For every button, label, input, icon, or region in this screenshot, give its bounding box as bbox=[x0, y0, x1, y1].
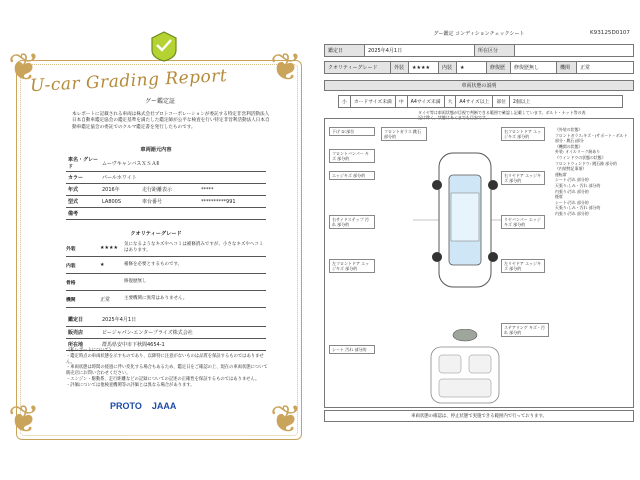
certificate-label: グー鑑定証 bbox=[144, 98, 175, 105]
table-row bbox=[66, 314, 266, 326]
note-item: ・評価については他検査機関等の評価とは異なる場合があります。 bbox=[66, 382, 195, 388]
quality-key: 骨格 bbox=[66, 280, 76, 286]
note-line: 天張り:しみ・汚れ 部分的 bbox=[555, 182, 601, 188]
report-notes bbox=[66, 348, 271, 389]
condition-header: 車両状態の説明 bbox=[461, 83, 497, 89]
quality-stars: 正常 bbox=[100, 296, 111, 303]
report-title: U-car Grading Report bbox=[29, 65, 228, 97]
vehicle-condition-diagram bbox=[324, 118, 634, 408]
damage-box: フロントバンパー キズ 部分的 bbox=[329, 149, 375, 163]
note-line: 運転席 bbox=[555, 171, 567, 177]
legend-item: 中 bbox=[396, 96, 408, 107]
car-interior-diagram-icon bbox=[417, 329, 513, 405]
table-row bbox=[66, 257, 266, 274]
note-line: 後席 bbox=[555, 194, 563, 200]
grade-key: 修復歴 bbox=[487, 62, 511, 73]
quality-key: 機関 bbox=[66, 297, 76, 303]
condition-check-sheet bbox=[318, 0, 640, 480]
footer-note: 車両状態の確認は、停止状態で実施できる範囲内で行っております。 bbox=[324, 410, 634, 422]
shop-key: 所在地 bbox=[66, 338, 100, 350]
quality-key: 外装 bbox=[66, 246, 76, 252]
proto-logo: PROTO bbox=[110, 401, 142, 411]
note-item: ・鑑定時点の車両状態を示すものであり、以降特に注意がないものは品質を保証するものではありません。 bbox=[66, 353, 264, 365]
vehicle-key: 走行距離表示 bbox=[140, 184, 199, 196]
grade-key: 外装 bbox=[391, 62, 409, 73]
grade-value: 修復歴無し bbox=[511, 62, 557, 73]
legend-item: 小 bbox=[339, 96, 351, 107]
vehicle-key: 車台番号 bbox=[140, 196, 199, 208]
damage-box: エッジキズ 部分的 bbox=[329, 171, 375, 180]
note-line: シート:汚れ 部分的 bbox=[555, 177, 589, 183]
table-row bbox=[66, 291, 266, 308]
note-line: 《内装特記事項》 bbox=[555, 166, 587, 172]
vehicle-key: 車名・グレード bbox=[68, 157, 99, 170]
vehicle-key: 年式 bbox=[66, 184, 100, 196]
note-line: シート:汚れ 部分的 bbox=[555, 199, 589, 205]
legend-item: カードサイズ未満 bbox=[351, 96, 396, 107]
sheet-title: グー鑑定 コンディションチェックシート bbox=[433, 31, 525, 37]
vehicle-section-title: 車両語元内容 bbox=[140, 147, 172, 153]
intro-text: 本レポートに記載される車両は株式会社プロトコーポレーションが委託する特定非営利活動法人日本自動車鑑定協会の鑑定基準を満たした鑑定師が公平な検査を行い特定非営利活動法人日本自動車鑑定協会の委託でのクルマ鑑定書を発行したものです。 bbox=[72, 112, 270, 130]
note-line: 天張り:しみ・汚れ 部分的 bbox=[555, 205, 601, 211]
quality-description: 気になるようなキズやヘコミは補修済みですが、小さなキズやヘコミはあります。 bbox=[124, 242, 264, 253]
note-line: 《機関の状態》 bbox=[555, 143, 583, 149]
goo-appraisal-badge-icon bbox=[148, 30, 180, 62]
quality-section-title: クオリティーグレード bbox=[130, 231, 182, 237]
vehicle-value: ムーヴキャンバスＸＳＡⅡ bbox=[100, 155, 266, 172]
grade-key: 機関 bbox=[557, 62, 577, 73]
table-row bbox=[66, 172, 266, 184]
note-line: 内張り:汚れ 部分的 bbox=[555, 188, 589, 194]
quality-grade-row bbox=[324, 61, 634, 74]
row-value: 2025年4月1日 bbox=[365, 45, 475, 56]
damage-box: 下げ ①:部位 bbox=[329, 127, 375, 136]
condition-header-row bbox=[324, 80, 634, 91]
flourish-bottom-left: ❦ bbox=[8, 397, 40, 441]
sheet-code: K93125D0107 bbox=[589, 30, 630, 36]
table-row bbox=[66, 326, 266, 338]
damage-box: 右フロントドア エッジキズ 部分的 bbox=[501, 127, 545, 141]
damage-box: 右サイドステップ 汚れ 部分的 bbox=[329, 215, 375, 229]
shop-value: ビージャパン-エンタープライズ株式会社 bbox=[100, 326, 266, 338]
grade-value: 正常 bbox=[580, 65, 591, 71]
shop-key: 販売店 bbox=[66, 326, 100, 338]
warning-text: タイヤ等は車両状態が目視で判断できる範囲で確認し記載しています。ボルト・ナット等の表記は除く。状態はあくまでも目安です。 bbox=[418, 110, 586, 120]
row-key: 所在区分 bbox=[475, 45, 515, 56]
quality-description: 修復歴無し bbox=[124, 279, 147, 285]
note-line: 内張り:汚れ 部分的 bbox=[555, 210, 589, 216]
logos bbox=[110, 398, 230, 414]
quality-description: 補修を必要とするものです。 bbox=[124, 262, 183, 268]
grade-value: ★ bbox=[457, 62, 487, 73]
vehicle-value: LA800S bbox=[100, 196, 140, 208]
damage-box: シート 汚れ 部分的 bbox=[329, 345, 375, 354]
damage-box: 左リヤドア エッジキズ 部分的 bbox=[501, 259, 545, 273]
legend-item: A4サイズ以上 bbox=[456, 96, 493, 107]
damage-size-legend bbox=[338, 95, 623, 108]
grade-key: 内装 bbox=[439, 62, 457, 73]
legend-item: 大 bbox=[445, 96, 457, 107]
shop-value: 2025年4月1日 bbox=[100, 314, 266, 326]
table-row bbox=[66, 240, 266, 257]
table-row bbox=[66, 196, 266, 208]
vehicle-key: 備考 bbox=[66, 208, 100, 220]
quality-grade-table bbox=[66, 240, 266, 308]
damage-box: フロントガラス 跳石 部分的 bbox=[381, 127, 427, 141]
vehicle-info-table bbox=[66, 155, 266, 220]
legend-item: 2個以上 bbox=[512, 100, 531, 105]
damage-box: 左フロントドア エッジキズ 部分的 bbox=[329, 259, 375, 273]
table-row bbox=[66, 208, 266, 220]
vehicle-value: パールホワイト bbox=[100, 172, 266, 184]
quality-key: 内装 bbox=[66, 263, 76, 269]
legend-item: A4サイズ未満 bbox=[408, 96, 445, 107]
vehicle-value: ***** bbox=[199, 184, 266, 196]
grade-value: ★★★★ bbox=[409, 62, 439, 73]
appraisal-date-row bbox=[324, 44, 634, 57]
note-item: ・エンジン・駆動系、走行距離などの記録についての記述の正確性を保証するものではありません。 bbox=[66, 376, 260, 382]
vehicle-value bbox=[100, 208, 266, 220]
legend-item: 部位 bbox=[493, 96, 510, 107]
row-key: クオリティーグレード bbox=[325, 62, 391, 73]
row-value bbox=[515, 45, 633, 56]
notes-title: 《私レポートについて》 bbox=[66, 348, 114, 353]
vehicle-key: 型式 bbox=[66, 196, 100, 208]
note-line: 外装: オイルリーク跡あり bbox=[555, 149, 601, 155]
flourish-top-left: ❦ bbox=[8, 45, 40, 89]
table-row bbox=[66, 184, 266, 196]
vehicle-key: カラー bbox=[66, 172, 100, 184]
flourish-bottom-right: ❦ bbox=[270, 397, 302, 441]
shop-key: 鑑定日 bbox=[66, 314, 100, 326]
note-line: 《ウインドウの状態の状態》 bbox=[555, 154, 606, 160]
condition-notes-list bbox=[555, 127, 631, 217]
table-row bbox=[66, 274, 266, 291]
note-line: フロントウィンドウ: 跳石跡 部分的 bbox=[555, 160, 617, 166]
shop-value: 群馬県安中市下秋間4654-1 bbox=[100, 338, 266, 350]
grading-report-certificate bbox=[0, 0, 318, 480]
row-key: 鑑定日 bbox=[325, 45, 365, 56]
quality-description: 主要機関に異常はありません。 bbox=[124, 296, 188, 302]
quality-stars: ★★★★ bbox=[100, 245, 118, 251]
damage-box: 右リヤドア エッジキズ 部分的 bbox=[501, 171, 545, 185]
vehicle-value: **********991 bbox=[199, 196, 266, 208]
damage-box: リヤバンパー エッジキズ 部分的 bbox=[501, 215, 545, 229]
shop-info-table bbox=[66, 314, 266, 351]
vehicle-value: 2016年 bbox=[100, 184, 140, 196]
jaaa-logo: JAAA bbox=[151, 401, 177, 411]
flourish-top-right: ❦ bbox=[270, 45, 302, 89]
quality-stars: ★ bbox=[100, 262, 105, 268]
damage-box: ステアリング キズ・汚れ 部分的 bbox=[501, 323, 549, 337]
note-line: フロントガラス:キズ・(サポート・ボルト部分・跳石)部分 bbox=[555, 132, 628, 144]
table-row bbox=[66, 155, 266, 172]
note-line: 《外装の状態》 bbox=[555, 127, 583, 132]
note-item: ・車両状態は時間の経過に伴い変化する場合もあるため、鑑定日をご確認の上、現在の車両状態について販売店にお問い合わせください。 bbox=[66, 365, 268, 377]
